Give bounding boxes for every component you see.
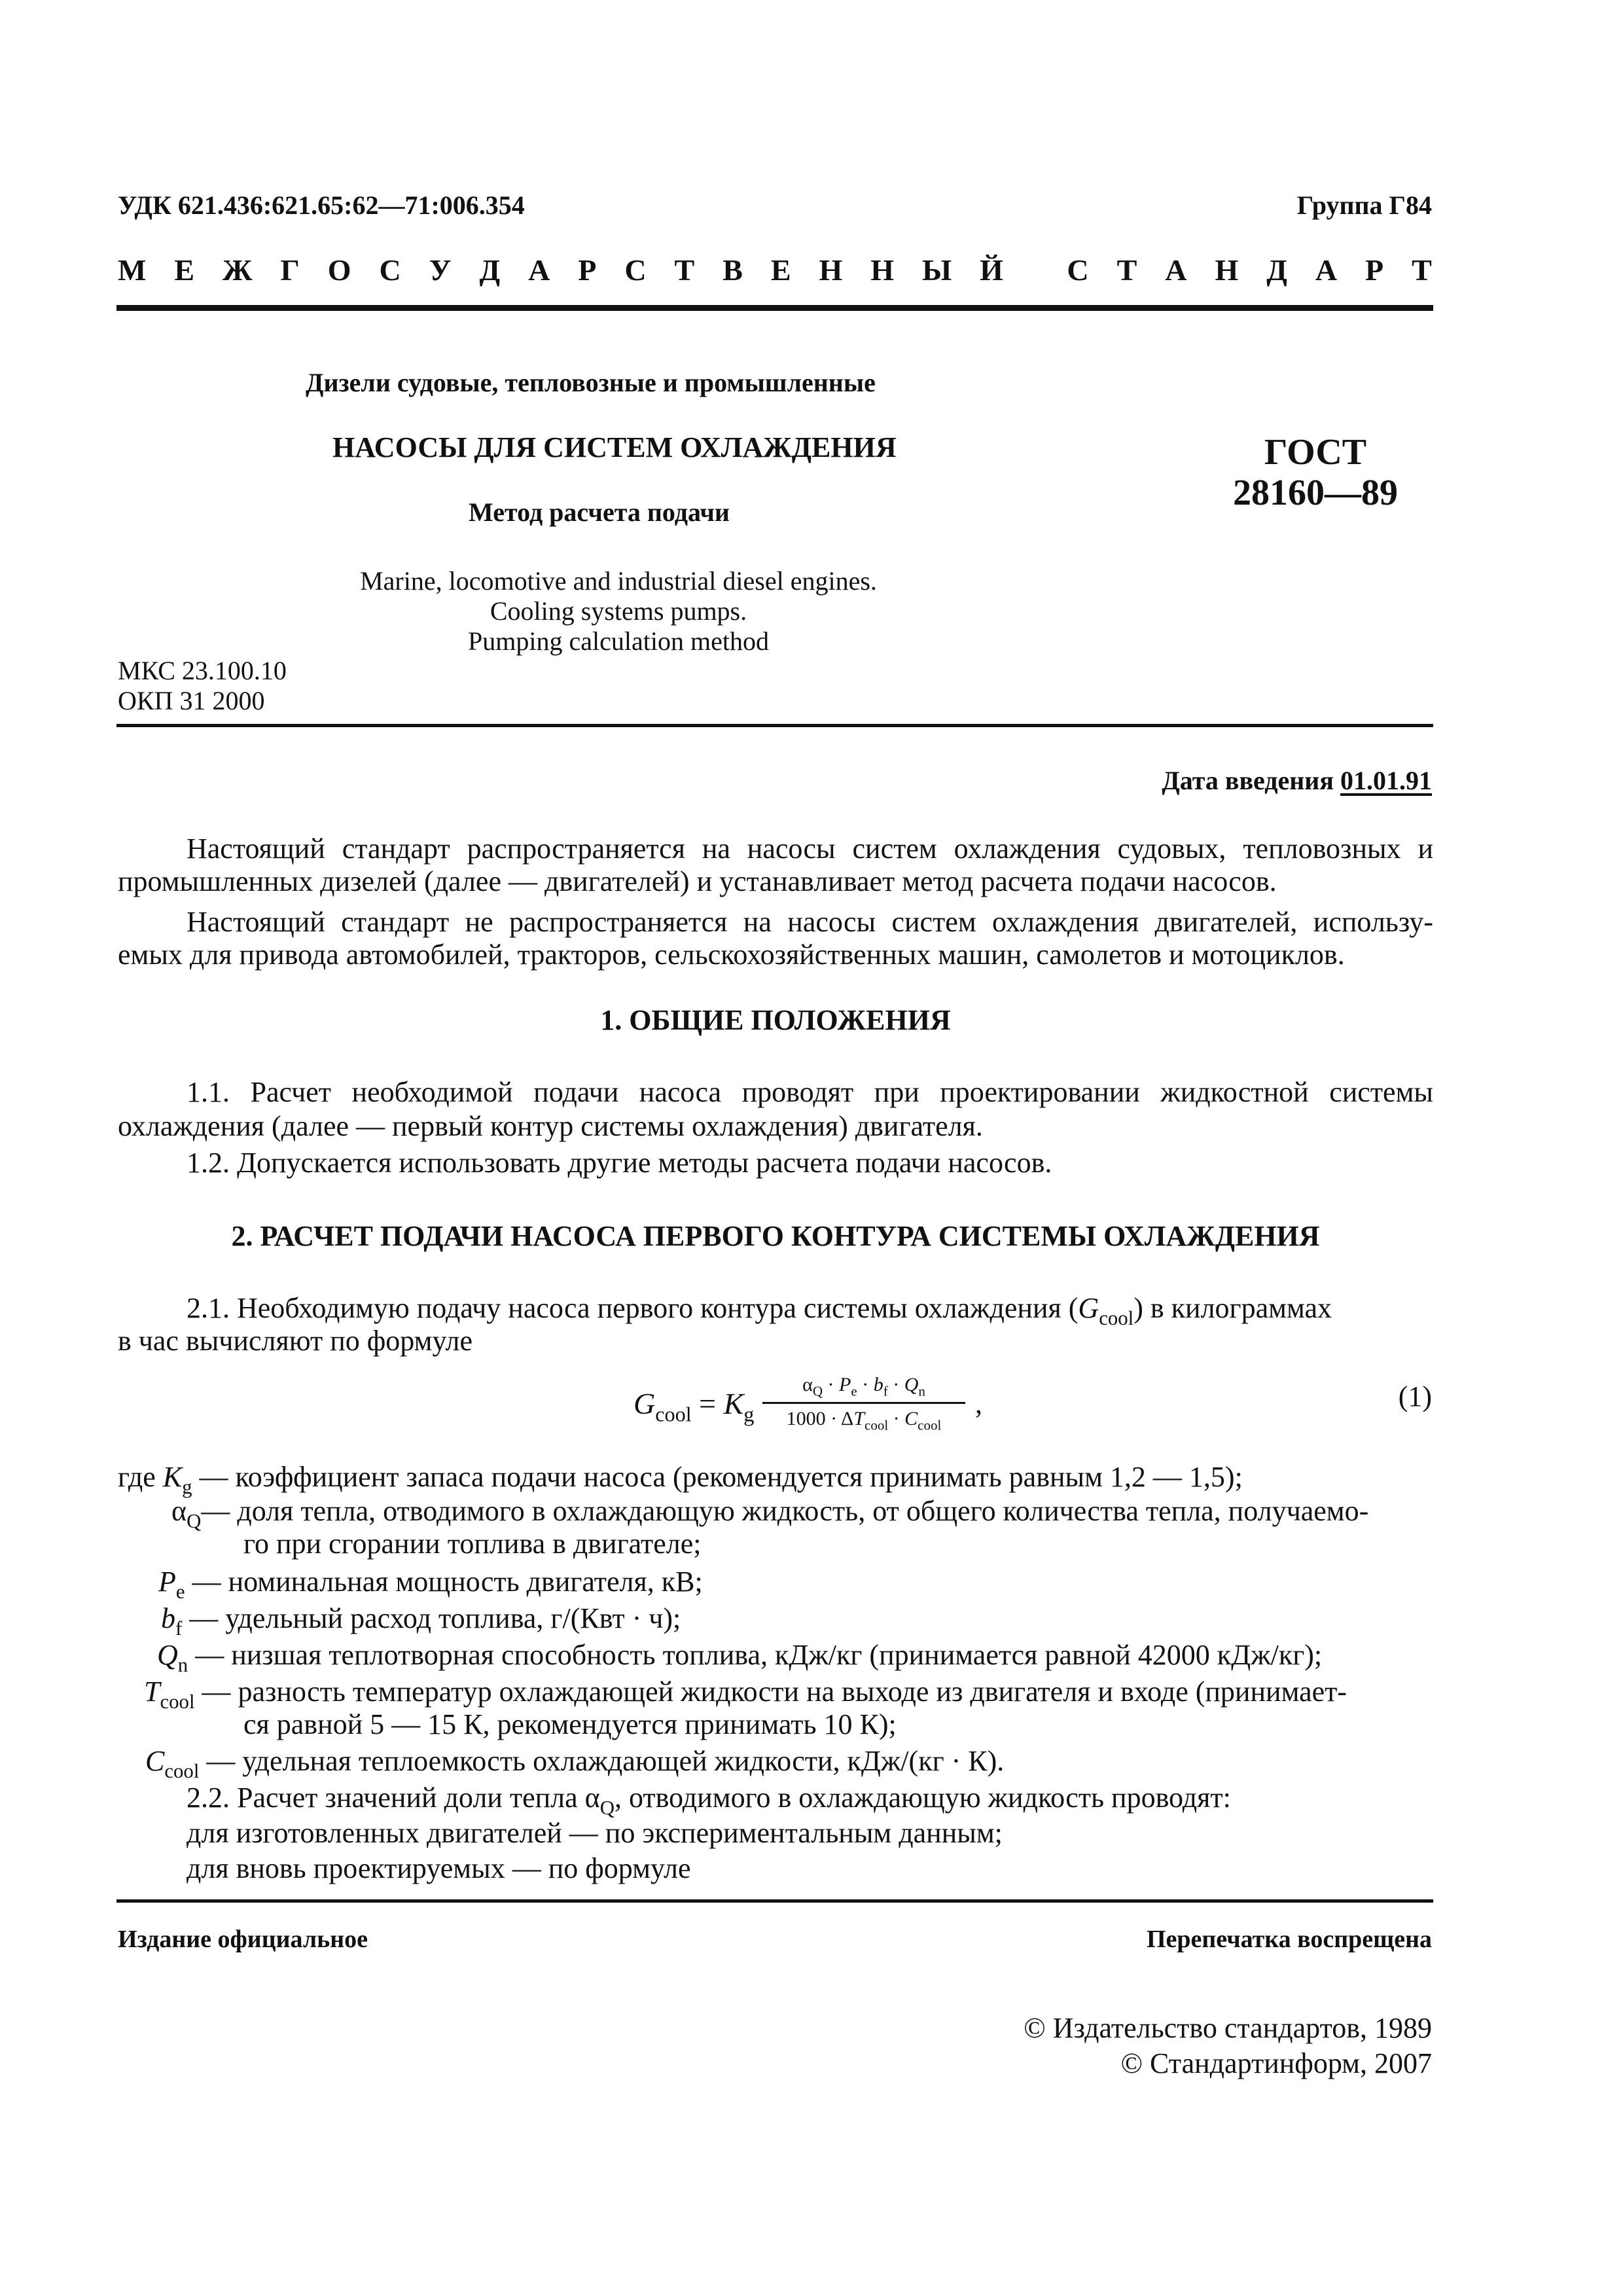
mks-code: МКС 23.100.10 — [118, 656, 287, 685]
banner-letter: Е — [174, 253, 195, 287]
def-kg: где $K_g$ — коэффициент запаса подачи насоса (рекомендуется принимать равным 1,2 — 1,5); — [118, 1461, 1243, 1498]
clause-2-2-line-2: для изготовленных двигателей — по экспериментальным данным; — [187, 1817, 1003, 1849]
banner-letter: Д — [479, 253, 501, 287]
udk-code: УДК 621.436:621.65:62—71:006.354 — [118, 190, 525, 220]
clause-2-1-line-1: 2.1. Необходимую подачу насоса первого контура системы охлаждения $(G_{cool})$ в килограммах — [187, 1292, 1332, 1329]
clause-2-2-line-3: для вновь проектируемых — по формуле — [187, 1852, 691, 1884]
def-tcool-line-1: $T_{cool}$ — разность температур охлаждающей жидкости на выходе из двигателя и входе (принимает- — [144, 1676, 1347, 1713]
group-code: Группа Г84 — [1296, 190, 1432, 220]
banner-letter: Р — [578, 253, 597, 287]
def-pe: $P_e$ — номинальная мощность двигателя, кВ; — [158, 1566, 703, 1603]
intro-p2-line-1: Настоящий стандарт не распространяется на насосы систем охлаждения двигателей, использу- — [187, 906, 1433, 938]
banner-letter: Н — [1215, 253, 1239, 287]
banner-letter: Г — [280, 253, 300, 287]
introduction-date-value: 01.01.91 — [1340, 766, 1432, 795]
introduction-date-label: Дата введения — [1162, 766, 1334, 795]
def-alpha-line-1: $\alpha_Q—$ доля тепла, отводимого в охлаждающую жидкость, от общего количества тепла, получаемо- — [171, 1495, 1369, 1532]
subtitle: Метод расчета подачи — [469, 497, 730, 527]
banner-letter: А — [528, 253, 550, 287]
banner-letter: С — [624, 253, 647, 287]
banner-letter: Е — [770, 253, 791, 287]
banner-letter: Р — [1365, 253, 1384, 287]
banner-letter: О — [327, 253, 351, 287]
banner-letter: Т — [1116, 253, 1137, 287]
intro-p1-line-1: Настоящий стандарт распространяется на насосы систем охлаждения судовых, тепловозных и — [187, 833, 1433, 865]
banner-gap — [1031, 251, 1039, 289]
clause-1-1-line-2: охлаждения (далее — первый контур системы охлаждения) двигателя. — [118, 1110, 983, 1142]
def-ccool: $C_{cool}$ — удельная теплоемкость охлаждающей жидкости, кДж/(кг · К). — [145, 1745, 1005, 1782]
def-tcool-line-2: ся равной 5 — 15 К, рекомендуется принимать 10 К); — [243, 1708, 897, 1740]
banner-letter: Т — [1412, 253, 1432, 287]
banner-letter: Н — [819, 253, 843, 287]
clause-1-2: 1.2. Допускается использовать другие методы расчета подачи насосов. — [187, 1147, 1052, 1179]
english-title-line-3: Pumping calculation method — [468, 626, 769, 656]
banner-letter: С — [379, 253, 401, 287]
formula-1-number: (1) — [1398, 1380, 1432, 1412]
clause-2-2-line-1: 2.2. Расчет значений доли тепла $\alpha_Q$, отводимого в охлаждающую жидкость проводят: — [187, 1782, 1231, 1819]
section-1-heading: 1. ОБЩИЕ ПОЛОЖЕНИЯ — [600, 1004, 951, 1036]
clause-1-1-line-1: 1.1. Расчет необходимой подачи насоса проводят при проектировании жидкостной системы — [187, 1076, 1433, 1108]
subject-line: Дизели судовые, тепловозные и промышленные — [306, 368, 876, 397]
formula-1-comma: , — [975, 1388, 982, 1420]
banner-letter: М — [118, 253, 147, 287]
intro-p1-line-2: промышленных дизелей (далее — двигателей) и устанавливает метод расчета подачи насосов. — [118, 865, 1277, 897]
def-bf: $b_f$ — удельный расход топлива, г/(Квт · ч); — [161, 1602, 681, 1640]
banner-letter: Й — [980, 253, 1003, 287]
english-title-line-2: Cooling systems pumps. — [490, 596, 747, 626]
banner-letter: В — [722, 253, 743, 287]
formula-1-denominator: $1000 \cdot \Delta T_{cool} \cdot C_{cool}$ — [786, 1408, 942, 1433]
banner-letter: У — [429, 253, 452, 287]
copyright-2007: © Стандартинформ, 2007 — [1120, 2047, 1432, 2079]
header-rule — [116, 305, 1433, 311]
official-edition: Издание официальное — [118, 1926, 368, 1953]
formula-1-numerator: $\alpha_Q \cdot P_e \cdot b_f \cdot Q_n$ — [802, 1374, 925, 1399]
reprint-prohibited: Перепечатка воспрещена — [1146, 1926, 1432, 1953]
banner-letter: Ж — [223, 253, 253, 287]
banner-letter: Н — [870, 253, 895, 287]
intro-p2-line-2: емых для привода автомобилей, тракторов, сельскохозяйственных машин, самолетов и мотоциклов. — [118, 939, 1345, 971]
formula-1-fraction-bar — [762, 1402, 965, 1404]
def-qn: $Q_n$ — низшая теплотворная способность топлива, кДж/кг (принимается равной 42000 кДж/кг); — [157, 1639, 1323, 1676]
banner-letter: А — [1165, 253, 1187, 287]
copyright-1989: © Издательство стандартов, 1989 — [1024, 2012, 1432, 2044]
clause-2-1-line-2: в час вычисляют по формуле — [118, 1325, 473, 1357]
main-title: НАСОСЫ ДЛЯ СИСТЕМ ОХЛАЖДЕНИЯ — [332, 431, 897, 463]
okp-code: ОКП 31 2000 — [118, 686, 265, 715]
banner-letter: Д — [1266, 253, 1287, 287]
interstate-standard-banner — [118, 251, 1432, 289]
gost-label: ГОСТ — [1264, 432, 1367, 473]
english-title-line-1: Marine, locomotive and industrial diesel engines. — [360, 566, 877, 596]
introduction-date — [1162, 764, 1432, 798]
gost-number: 28160—89 — [1233, 473, 1398, 513]
formula-1-lhs: $G_{cool} = K_g$ — [633, 1387, 755, 1426]
banner-letter: Ы — [922, 253, 952, 287]
title-rule — [116, 724, 1433, 727]
banner-letter: А — [1315, 253, 1338, 287]
section-2-heading: 2. РАСЧЕТ ПОДАЧИ НАСОСА ПЕРВОГО КОНТУРА СИСТЕМЫ ОХЛАЖДЕНИЯ — [231, 1220, 1320, 1252]
footer-rule — [116, 1899, 1433, 1903]
def-alpha-line-2: го при сгорании топлива в двигателе; — [243, 1528, 702, 1560]
banner-letter: С — [1067, 253, 1089, 287]
banner-letter: Т — [674, 253, 695, 287]
